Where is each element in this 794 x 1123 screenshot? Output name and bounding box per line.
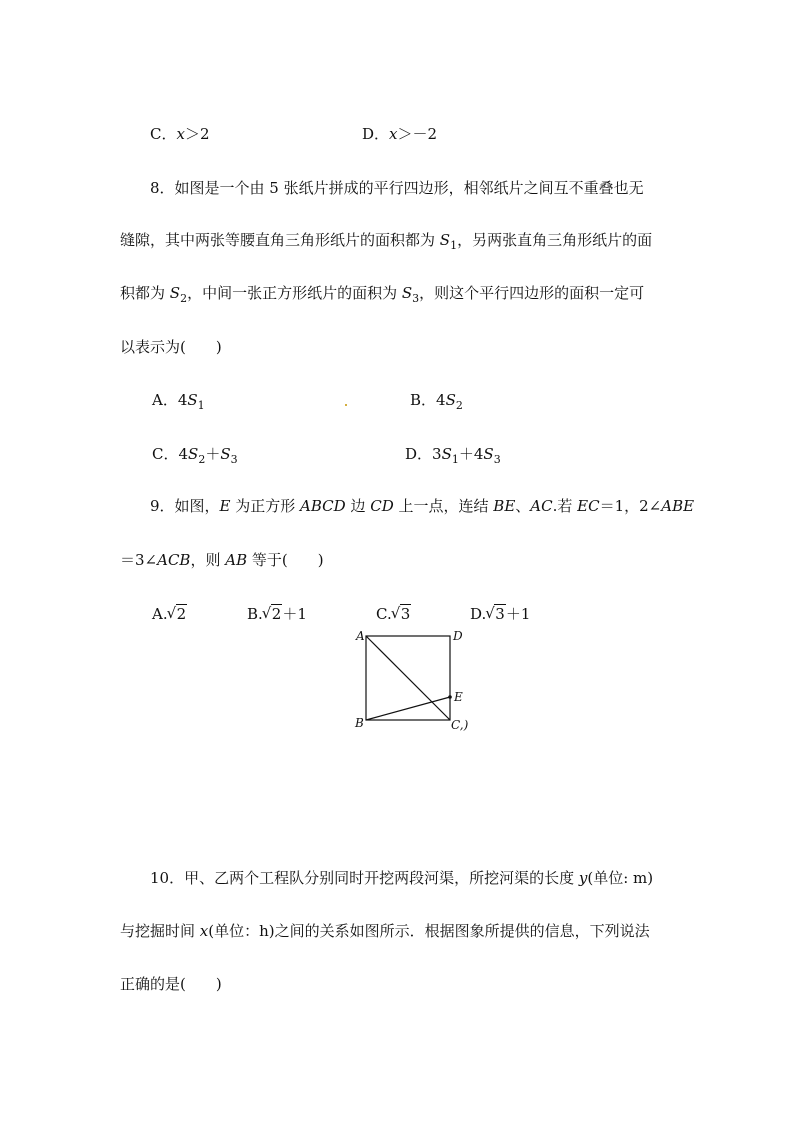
q8-option-d: D．$3S_1+4S_3$ [405,445,501,466]
q10-line-2: 与挖掘时间 x(单位：h)之间的关系如图所示．根据图象所提供的信息，下列说法 [120,922,650,940]
sqrt-symbol: √ 2 [168,604,188,624]
q8-option-c: C．$4S_2+S_3$ [152,445,238,466]
q9-option-a: A.√ 2 [152,604,187,624]
label-e: E [454,690,463,704]
stray-dot [345,404,347,406]
q8-option-b: B．$4S_2$ [410,391,463,412]
q8-line-4: 以表示为( ) [120,338,222,356]
label-c: C,) [451,718,469,732]
q8-line-2: 缝隙，其中两张等腰直角三角形纸片的面积都为 $S_1$，另两张直角三角形纸片的面 [120,231,653,252]
q9-option-d: D.√ 3＋1 [470,604,530,624]
q7-option-c: C．x＞2 [150,125,210,143]
q8-option-a: A．$4S_1$ [152,391,205,412]
label-b: B [355,716,364,730]
label-d: D [453,629,463,643]
q9-line-1: 9．如图，E 为正方形 ABCD 边 CD 上一点，连结 BE、AC.若 EC＝1，2∠ABE [150,497,695,515]
sqrt-symbol: √ 3 [392,604,412,624]
segment-be [366,697,450,720]
sqrt-symbol: √ 3 [486,604,506,624]
q10-line-1: 10．甲、乙两个工程队分别同时开挖两段河渠，所挖河渠的长度 y(单位: m) [150,869,654,887]
q8-line-1: 8．如图是一个由 5 张纸片拼成的平行四边形，相邻纸片之间互不重叠也无 [150,179,644,197]
q10-line-3: 正确的是( ) [120,975,222,993]
square-abcd [366,636,450,720]
q9-option-b: B.√ 2＋1 [247,604,307,624]
q9-option-c: C.√ 3 [376,604,411,624]
q9-line-2: ＝3∠ACB，则 AB 等于( ) [120,551,324,569]
q8-line-3: 积都为 $S_2$，中间一张正方形纸片的面积为 $S_3$，则这个平行四边形的面积一定可 [120,284,645,305]
segment-ac [366,636,450,720]
point-e [448,695,452,699]
q7-option-d: D．x＞－2 [362,125,438,143]
label-a: A [356,629,365,643]
sqrt-symbol: √ 2 [263,604,283,624]
